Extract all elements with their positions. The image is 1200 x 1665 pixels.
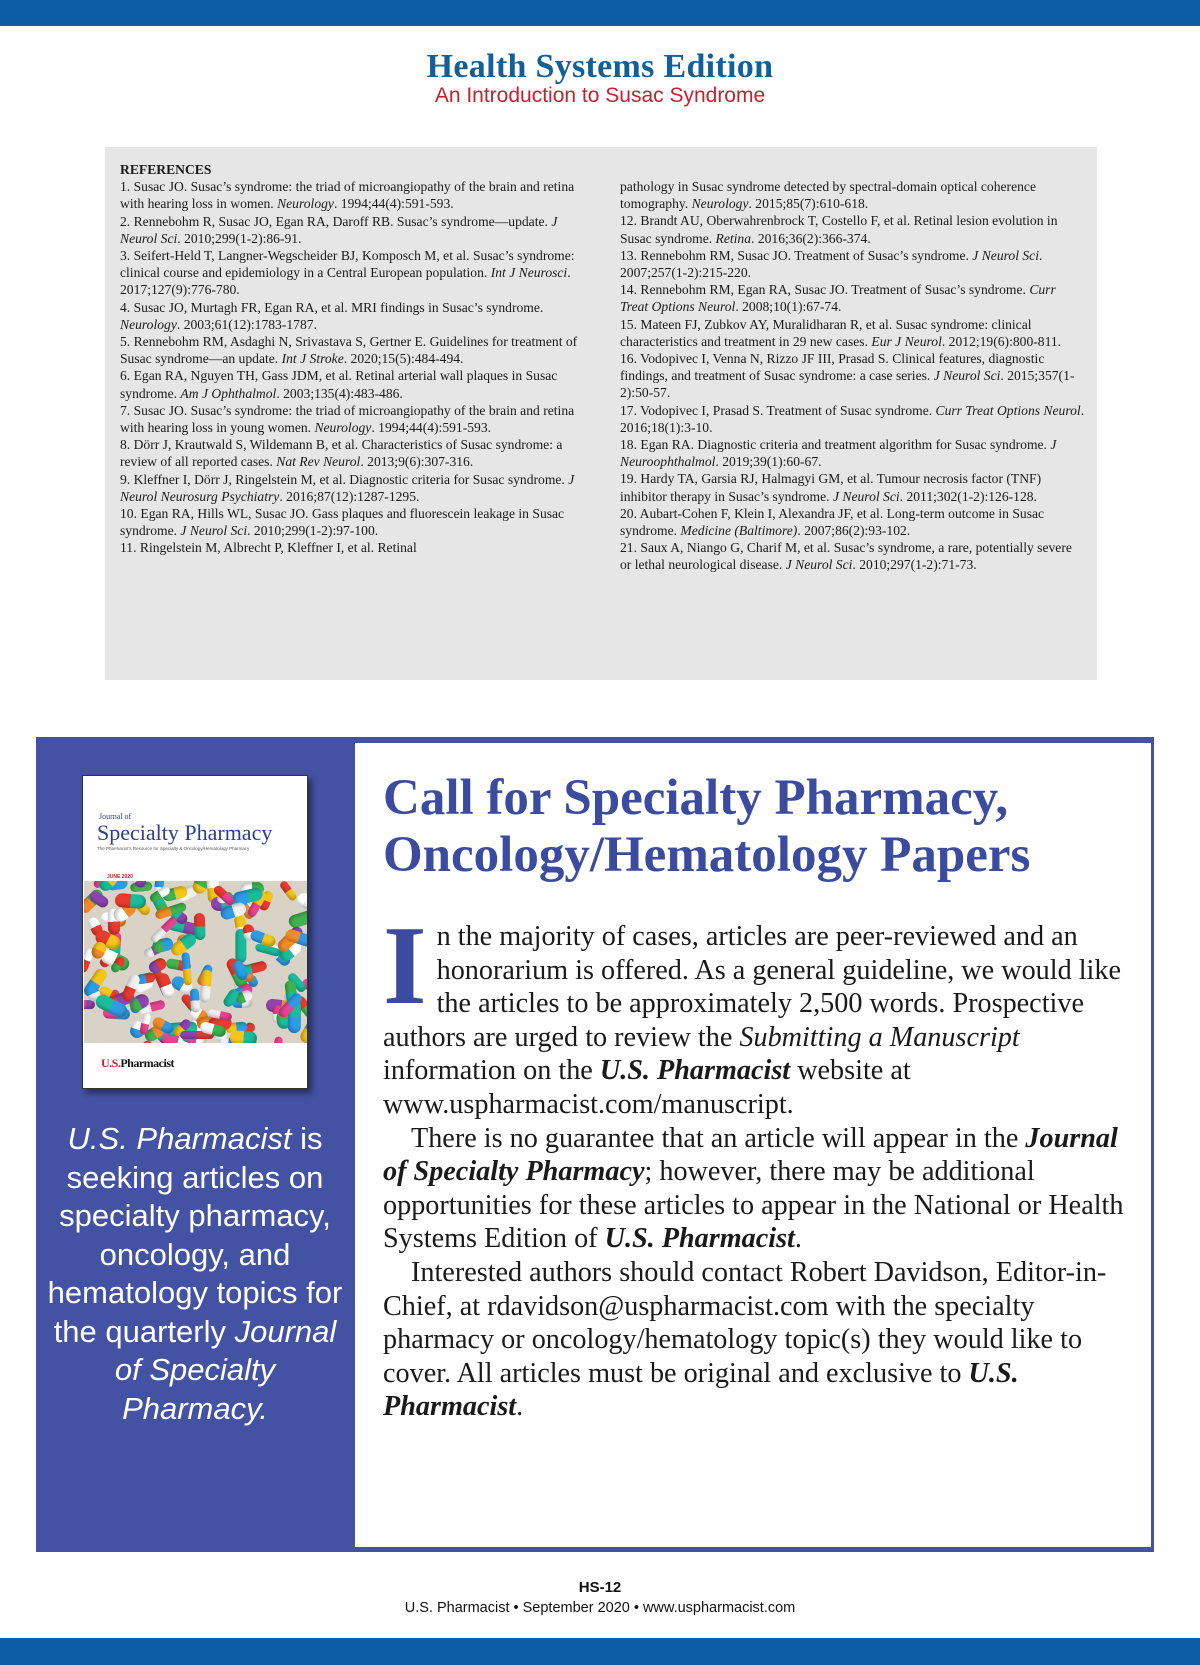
- reference-citation: . 2017;127(9):776-780.: [120, 265, 571, 298]
- reference-citation: . 2016;36(2):366-374.: [751, 230, 871, 246]
- reference-item: [620, 402, 1085, 436]
- reference-text: 11. Ringelstein M, Albrecht P, Kleffner I, et al. Retinal: [120, 540, 417, 556]
- reference-item: [620, 350, 1085, 402]
- references-box: [105, 147, 1097, 680]
- reference-text: 13. Rennebohm RM, Susac JO. Treatment of Susac’s syndrome.: [620, 247, 973, 263]
- bottom-banner-bar: [0, 1638, 1200, 1665]
- reference-item: [620, 281, 1085, 315]
- reference-item: [120, 178, 590, 212]
- journal-cover-image: [82, 775, 308, 1089]
- reference-citation: . 2019;39(1):60-67.: [715, 454, 822, 470]
- reference-journal: Neurology: [277, 196, 334, 212]
- reference-journal: J Neurol Sci: [972, 247, 1039, 263]
- call-p2-b: ; however, there may be additional opportunities for these articles to appear in the National or Health Systems Edition of: [383, 1156, 1124, 1255]
- reference-text: 19. Hardy TA, Garsia RJ, Halmagyi GM, et al. Tumour necrosis factor (TNF) inhibitor therapy in Susac’s syndrome.: [620, 471, 1042, 504]
- pill-shape: [194, 912, 206, 940]
- pill-shape: [181, 952, 192, 986]
- reference-item: [620, 436, 1085, 470]
- reference-item: [620, 247, 1085, 281]
- reference-journal: J Neurol Sci: [120, 213, 558, 246]
- reference-citation: . 2008;10(1):67-74.: [735, 299, 842, 315]
- pill-shape: [295, 890, 308, 911]
- reference-journal: Int J Neurosci: [490, 265, 568, 281]
- reference-text: pathology in Susac syndrome detected by spectral-domain optical coherence tomography.: [620, 179, 1036, 212]
- pill-shape: [190, 989, 201, 1014]
- call-p1-b: information on the: [383, 1055, 600, 1087]
- reference-citation: . 2007;257(1-2):215-220.: [620, 247, 1043, 281]
- reference-text: 9. Kleffner I, Dörr J, Ringelstein M, et al. Diagnostic criteria for Susac syndrome.: [120, 471, 569, 487]
- reference-journal: Nat Rev Neurol: [276, 454, 361, 470]
- reference-journal: Curr Treat Options Neurol: [935, 402, 1081, 418]
- reference-item: [120, 436, 590, 470]
- reference-text: 6. Egan RA, Nguyen TH, Gass JDM, et al. Retinal arterial wall plaques in Susac syndrome.: [120, 368, 558, 401]
- reference-citation: . 2016;18(1):3-10.: [620, 402, 1085, 435]
- reference-citation: . 2011;302(1-2):126-128.: [899, 488, 1037, 504]
- reference-text: 3. Seifert-Held T, Langner-Wegscheider BJ, Komposch M, et al. Susac’s syndrome: clinical course and epidemiology in a Central European population.: [120, 248, 575, 281]
- reference-item: [120, 213, 590, 247]
- reference-item: [620, 470, 1085, 504]
- pill-shape: [199, 969, 212, 1003]
- reference-citation: . 2007;86(2):93-102.: [797, 523, 911, 539]
- reference-item: [120, 505, 590, 539]
- reference-citation: . 2013;9(6):307-316.: [360, 454, 474, 470]
- reference-item: [120, 333, 590, 367]
- reference-text: 8. Dörr J, Krautwald S, Wildemann B, et al. Characteristics of Susac syndrome: a review of all reported cases.: [120, 437, 563, 470]
- reference-item: [620, 212, 1085, 246]
- call-p3-c: .: [516, 1391, 524, 1423]
- references-list-right: [620, 178, 1085, 574]
- reference-citation: . 2010;299(1-2):97-100.: [247, 523, 379, 539]
- reference-journal: Eur J Neurol: [871, 333, 942, 349]
- reference-item: [620, 539, 1085, 573]
- cover-journal-small: Journal of: [99, 812, 132, 821]
- references-column-left: [120, 161, 590, 557]
- reference-text: 12. Brandt AU, Oberwahrenbrock T, Costello F, et al. Retinal lesion evolution in Susac syndrome.: [620, 213, 1058, 246]
- reference-text: 18. Egan RA. Diagnostic criteria and treatment algorithm for Susac syndrome.: [620, 437, 1051, 453]
- cover-pills-photo: [84, 881, 308, 1043]
- cover-journal-title: Specialty Pharmacy: [97, 820, 273, 845]
- reference-journal: J Neurol Sci: [933, 368, 1001, 384]
- cover-brand-logo: [101, 1056, 174, 1071]
- reference-text: 4. Susac JO, Murtagh FR, Egan RA, et al. MRI findings in Susac’s syndrome.: [120, 299, 544, 315]
- footer-credit-line: U.S. Pharmacist • September 2020 • www.uspharmacist.com: [404, 1600, 796, 1616]
- references-column-right: [620, 178, 1085, 574]
- reference-item: [620, 316, 1085, 350]
- sidebar-text: is seeking articles on specialty pharmacy, oncology, and hematology topics for the quarterly: [47, 1121, 343, 1349]
- reference-citation: . 1994;44(4):591-593.: [333, 196, 454, 212]
- reference-journal: Curr Treat Options Neurol: [620, 282, 1056, 315]
- pill-shape: [271, 1036, 283, 1043]
- reference-item: [120, 299, 590, 333]
- reference-item: [120, 247, 590, 299]
- reference-text: 5. Rennebohm RM, Asdaghi N, Srivastava S, Gertner E. Guidelines for treatment of Susac syndrome—an update.: [120, 334, 578, 367]
- sidebar-promo-text: [40, 1120, 350, 1428]
- reference-journal: Neurology: [120, 316, 177, 332]
- reference-item: [120, 539, 590, 556]
- call-title: Call for Specialty Pharmacy, Oncology/Hematology Papers: [383, 770, 1031, 883]
- reference-item: [120, 402, 590, 436]
- reference-item: [120, 471, 590, 505]
- call-p1-a: n the majority of cases, articles are peer-reviewed and an honorarium is offered. As a general guideline, we would like the articles to be approximately 2,500 words. Prospective authors are urged to review the: [383, 921, 1121, 1053]
- reference-text: 1. Susac JO. Susac’s syndrome: the triad of microangiopathy of the brain and retina with hearing loss in women.: [120, 179, 575, 212]
- reference-citation: . 2016;87(12):1287-1295.: [279, 488, 420, 504]
- reference-citation: . 2012;19(6):800-811.: [941, 333, 1062, 349]
- reference-citation: . 1994;44(4):591-593.: [371, 420, 492, 436]
- cover-date: JUNE 2020: [107, 874, 133, 880]
- reference-journal: J Neurol Neurosurg Psychiatry: [120, 471, 575, 504]
- reference-text: 7. Susac JO. Susac’s syndrome: the triad of microangiopathy of the brain and retina with hearing loss in young women.: [120, 402, 575, 436]
- edition-title: Health Systems Edition: [426, 48, 774, 85]
- reference-text: 2. Rennebohm R, Susac JO, Egan RA, Daroff RB. Susac’s syndrome—update.: [120, 213, 552, 229]
- reference-journal: Int J Stroke: [281, 351, 344, 367]
- reference-item: [620, 178, 1085, 212]
- call-p1-c: website at www.uspharmacist.com/manuscript.: [383, 1055, 911, 1120]
- reference-text: 20. Aubart-Cohen F, Klein I, Alexandra JF, et al. Long-term outcome in Susac syndrome.: [620, 505, 1045, 539]
- call-p2-journal: Journal of Specialty Pharmacy: [383, 1122, 1118, 1188]
- references-heading: REFERENCES: [120, 162, 212, 177]
- call-p3-brand: U.S. Pharmacist: [383, 1357, 1019, 1423]
- reference-text: 21. Saux A, Niango G, Charif M, et al. Susac’s syndrome, a rare, potentially severe or lethal neurological disease.: [620, 540, 1072, 573]
- reference-journal: J Neurol Sci: [180, 523, 248, 539]
- article-title: An Introduction to Susac Syndrome: [434, 84, 766, 107]
- drop-cap: I: [383, 904, 427, 1028]
- call-p1-brand: U.S. Pharmacist: [599, 1055, 791, 1087]
- reference-text: 10. Egan RA, Hills WL, Susac JO. Gass plaques and fluorescein leakage in Susac syndrome.: [120, 506, 565, 539]
- reference-item: [620, 505, 1085, 539]
- reference-text: 15. Mateen FJ, Zubkov AY, Muralidharan R, et al. Susac syndrome: clinical characteristics and treatment in 29 new cases.: [620, 316, 1032, 349]
- reference-text: 17. Vodopivec I, Prasad S. Treatment of Susac syndrome.: [620, 402, 936, 418]
- reference-journal: Medicine (Baltimore): [680, 523, 798, 539]
- call-p2-brand: U.S. Pharmacist: [604, 1223, 795, 1255]
- page-number: HS-12: [578, 1579, 622, 1596]
- reference-citation: . 2003;61(12):1783-1787.: [176, 316, 317, 332]
- call-p1-italic: Submitting a Manuscript: [739, 1021, 1020, 1053]
- reference-journal: J Neurol Sci: [785, 557, 853, 573]
- call-p2-a: There is no guarantee that an article will appear in the: [411, 1122, 1026, 1154]
- reference-text: 16. Vodopivec I, Venna N, Rizzo JF III, Prasad S. Clinical features, diagnostic findings, and treatment of Susac syndrome: a case series.: [620, 351, 1045, 384]
- reference-item: [120, 367, 590, 401]
- reference-citation: . 2003;135(4):483-486.: [276, 385, 403, 401]
- top-banner-bar: [0, 0, 1200, 26]
- sidebar-brand: U.S. Pharmacist: [67, 1121, 292, 1156]
- reference-journal: Am J Ophthalmol: [180, 385, 277, 401]
- cover-brand-name: Pharmacist: [120, 1056, 174, 1070]
- reference-journal: J Neuroophthalmol: [620, 437, 1057, 470]
- cover-journal-tagline: The Pharmacist's Resource for Specialty & Oncology/Hematology Pharmacy: [97, 846, 250, 851]
- call-body: [383, 904, 1143, 1424]
- pill-shape: [114, 893, 146, 909]
- reference-text: 14. Rennebohm RM, Egan RA, Susac JO. Treatment of Susac’s syndrome.: [620, 282, 1030, 298]
- cover-brand-prefix: U.S.: [101, 1056, 121, 1070]
- reference-journal: J Neurol Sci: [832, 488, 900, 504]
- reference-citation: . 2010;297(1-2):71-73.: [852, 557, 977, 573]
- references-list-left: [120, 178, 590, 556]
- call-p2-c: .: [794, 1223, 802, 1255]
- pill-shape: [278, 881, 298, 903]
- call-p3-a: Interested authors should contact Robert Davidson, Editor-in-Chief, at rdavidson@uspharmacist.com with the specialty pharmacy or oncology/hematology topic(s) they would like to cover. All articles must be original and exclusive to: [383, 1256, 1107, 1389]
- sidebar-journal: Journal of Specialty Pharmacy.: [114, 1313, 337, 1426]
- reference-journal: Retina: [715, 230, 752, 246]
- pill-shape: [229, 1030, 257, 1043]
- reference-journal: Neurology: [691, 196, 749, 212]
- reference-citation: . 2015;357(1-2):50-57.: [620, 368, 1075, 401]
- reference-citation: . 2015;85(7):610-618.: [748, 196, 869, 212]
- reference-citation: . 2020;15(5):484-494.: [343, 351, 464, 367]
- reference-journal: Neurology: [314, 420, 372, 436]
- reference-citation: . 2010;299(1-2):86-91.: [177, 230, 302, 246]
